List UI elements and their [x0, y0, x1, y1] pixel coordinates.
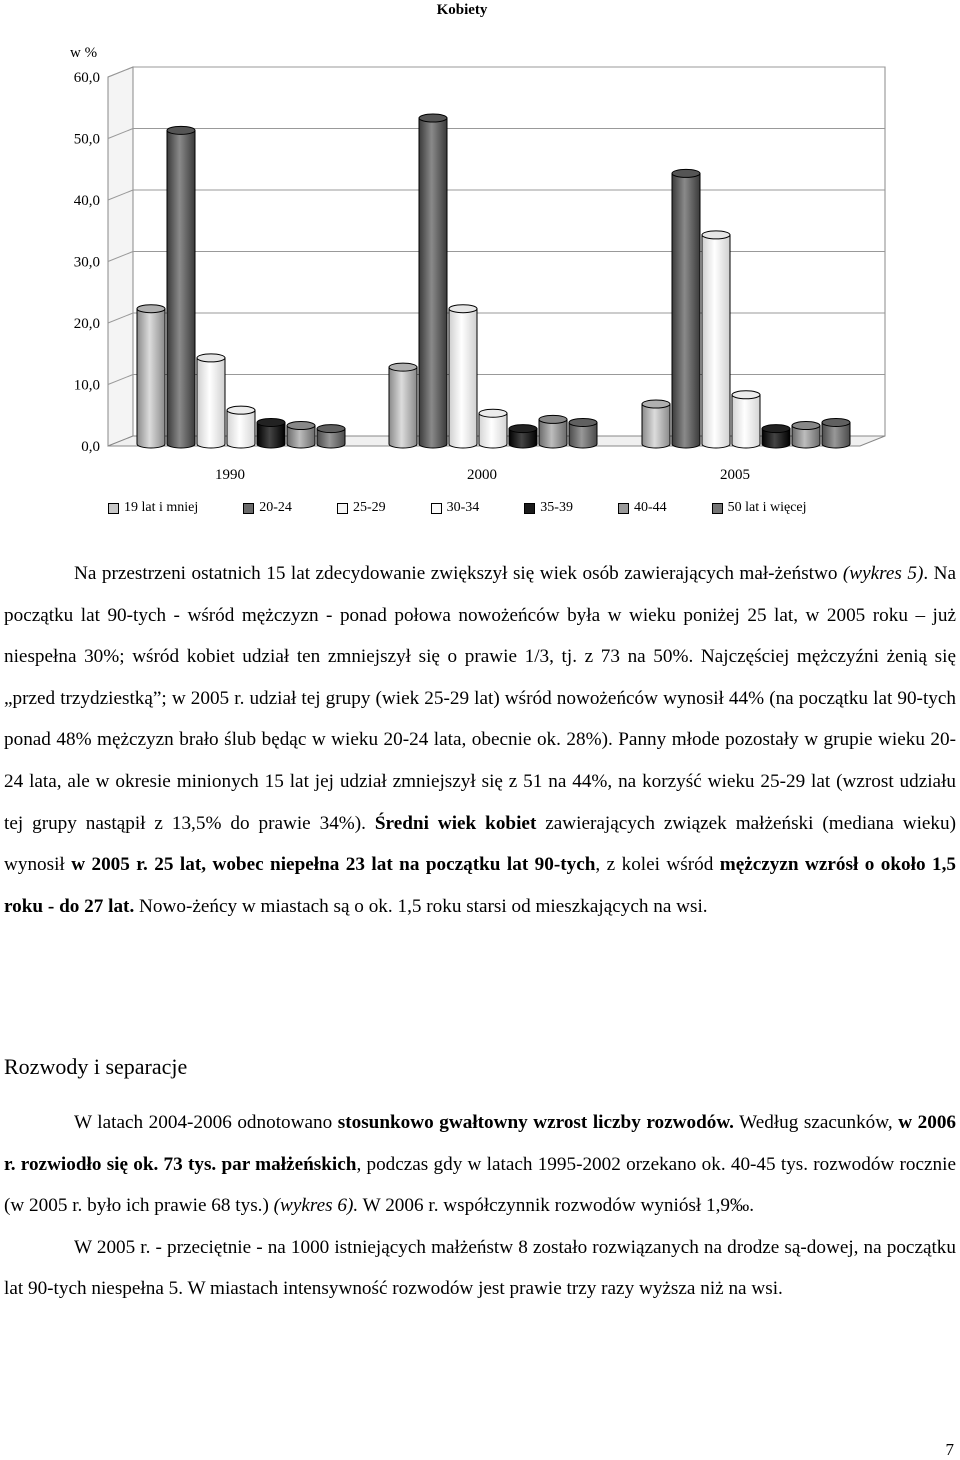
- bar-top: [287, 422, 315, 430]
- y-tick-label: 30,0: [73, 254, 100, 271]
- x-axis-labels: [215, 467, 750, 483]
- text-run: w 2006 r. rozwiodło się ok. 73 tys. par małżeńskich: [4, 1112, 957, 1175]
- bar: [762, 425, 790, 448]
- text-run: Według szacunków,: [733, 1112, 899, 1133]
- bar: [569, 418, 597, 448]
- y-tick-label: 0,0: [81, 439, 100, 455]
- text-run: Średni wiek kobiet: [374, 812, 537, 834]
- bar: [449, 305, 477, 448]
- text-run: W latach 2004-2006 odnotowano: [74, 1112, 338, 1133]
- text-run: (wykres 6).: [273, 1195, 359, 1217]
- bar-top: [822, 418, 850, 426]
- bar: [317, 425, 345, 448]
- bar-body: [167, 130, 195, 448]
- bar-top: [317, 425, 345, 433]
- bar: [642, 400, 670, 448]
- paragraph-marriage-age: [4, 553, 956, 927]
- bar: [257, 418, 285, 448]
- text-run: (wykres 5): [842, 563, 924, 584]
- bar: [509, 425, 537, 448]
- y-tick-label: 20,0: [73, 316, 100, 332]
- bar-top: [642, 400, 670, 408]
- bar-top: [227, 406, 255, 414]
- bar: [702, 231, 730, 448]
- legend-swatch: [243, 503, 254, 514]
- bar-top: [672, 169, 700, 177]
- bar: [389, 363, 417, 448]
- legend-swatch: [431, 503, 442, 514]
- bar: [137, 305, 165, 448]
- bar: [197, 354, 225, 448]
- bar-top: [509, 425, 537, 433]
- text-run: w 2005 r. 25 lat, wobec niepełna 23 lat na początku lat 90-tych: [71, 854, 596, 876]
- bar: [672, 169, 700, 448]
- legend-swatch: [618, 503, 629, 514]
- section-heading-divorces: Rozwody i separacje: [4, 1054, 188, 1079]
- legend-swatch: [337, 503, 348, 514]
- bar: [822, 418, 850, 448]
- chart-title: Kobiety: [436, 2, 488, 18]
- text-run: Na przestrzeni ostatnich 15 lat zdecydowanie zwiększył się wiek osób zawierających mał-żeństwo: [74, 563, 843, 584]
- x-tick-label: 2000: [467, 467, 497, 483]
- legend-label: 35-39: [540, 500, 573, 515]
- bar: [792, 422, 820, 448]
- paragraph-divorces: [4, 1102, 956, 1310]
- y-tick-label: 50,0: [73, 131, 100, 148]
- bar-top: [569, 418, 597, 426]
- bar-top: [732, 391, 760, 399]
- bar-body: [197, 358, 225, 448]
- bar-body: [389, 367, 417, 448]
- text-run: Nowo-żeńcy w miastach są o ok. 1,5 roku starsi od mieszkających na wsi.: [134, 895, 708, 917]
- legend-label: 50 lat i więcej: [727, 500, 807, 515]
- legend-label: 40-44: [633, 500, 667, 515]
- legend-item: [337, 500, 386, 516]
- bar-body: [227, 410, 255, 448]
- y-axis-ticks: [74, 70, 100, 455]
- legend-label: 30-34: [446, 500, 480, 515]
- bar-body: [702, 235, 730, 448]
- text-run: , z kolei wśród: [595, 854, 720, 876]
- page-number: 7: [945, 1440, 954, 1459]
- x-tick-label: 2005: [720, 467, 750, 483]
- y-axis-label: w %: [70, 45, 98, 61]
- legend-label: 25-29: [352, 500, 386, 515]
- bar-body: [672, 173, 700, 448]
- bar-top: [762, 425, 790, 433]
- legend-item: [108, 500, 198, 516]
- bar-top: [792, 422, 820, 430]
- bar-body: [449, 309, 477, 448]
- legend-label: 19 lat i mniej: [124, 500, 199, 515]
- text-run: W 2005 r. - przeciętnie - na 1000 istniejących małżeństw 8 zostało rozwiązanych na drodze są-dowej, na początku lat 90-tych niespełna 5. W miastach intensywność rozwodów jest prawie trzy razy wyższa niż na wsi.: [4, 1236, 956, 1300]
- legend-item: [243, 500, 292, 516]
- bar: [732, 391, 760, 448]
- legend-item: [618, 500, 667, 516]
- text-run: W 2006 r. współczynnik rozwodów wyniósł 1,9‰.: [358, 1195, 755, 1217]
- bar-top: [137, 305, 165, 313]
- text-run: stosunkowo gwałtowny wzrost liczby rozwodów.: [337, 1112, 734, 1133]
- bar-body: [479, 413, 507, 448]
- bar-top: [257, 418, 285, 426]
- bar-top: [197, 354, 225, 362]
- text-run: zawierających związek małżeński (mediana wieku) wynosił: [4, 812, 957, 876]
- bar-top: [389, 363, 417, 371]
- bar-chart-3d: [0, 0, 960, 490]
- legend-item: [431, 500, 480, 516]
- text-run: mężczyzn wzrósł o około 1,5 roku - do 27 lat.: [4, 854, 956, 917]
- legend-item: [712, 500, 807, 516]
- bar-top: [479, 409, 507, 417]
- legend-swatch: [712, 503, 723, 514]
- bar-top: [449, 305, 477, 313]
- bar-body: [732, 395, 760, 448]
- legend-item: [524, 500, 573, 516]
- bar: [227, 406, 255, 448]
- bar: [479, 409, 507, 448]
- chart-legend: [108, 500, 807, 516]
- legend-label: 20-24: [259, 500, 292, 515]
- bar-body: [642, 404, 670, 448]
- y-tick-label: 40,0: [73, 193, 100, 209]
- text-run: , podczas gdy w latach 1995-2002 orzekano ok. 40-45 tys. rozwodów rocznie (w 2005 r. było ich prawie 68 tys.): [4, 1153, 956, 1217]
- bar-top: [702, 231, 730, 239]
- y-tick-label: 60,0: [73, 70, 100, 86]
- bar: [287, 422, 315, 448]
- bar-body: [137, 309, 165, 448]
- x-tick-label: 1990: [215, 467, 245, 483]
- bar-top: [167, 126, 195, 134]
- bar-body: [419, 118, 447, 448]
- y-tick-label: 10,0: [73, 377, 100, 394]
- text-run: . Na początku lat 90-tych - wśród mężczyzn - ponad połowa nowożeńców była w wieku poniżej 25 lat, w 2005 roku – już niespełna 30%; wśród kobiet udział ten zmniejszył się o prawie 1/3, tj. z 73 na 50%. Najczęściej mężczyźni żenią się „przed trzydziestką”; w 2005 r. udział tej grupy (wiek 25-29 lat) wśród nowożeńców wynosił 44% (na początku lat 90-tych ponad 48% mężczyzn brało ślub będąc w wieku 20-24 lata, obecnie ok. 28%). Panny młode pozostały w grupie wieku 20-24 lata, ale w okresie minionych 15 lat jej udział zmniejszył się z 51 na 44%, na korzyść wieku 25-29 lat (wzrost udziału tej grupy nastąpił z 13,5% do prawie 34%).: [4, 563, 956, 834]
- legend-swatch: [108, 503, 119, 514]
- legend-swatch: [524, 503, 535, 514]
- bar-top: [419, 114, 447, 122]
- bar: [419, 114, 447, 448]
- bar: [539, 415, 567, 448]
- bar-top: [539, 415, 567, 423]
- bar: [167, 126, 195, 448]
